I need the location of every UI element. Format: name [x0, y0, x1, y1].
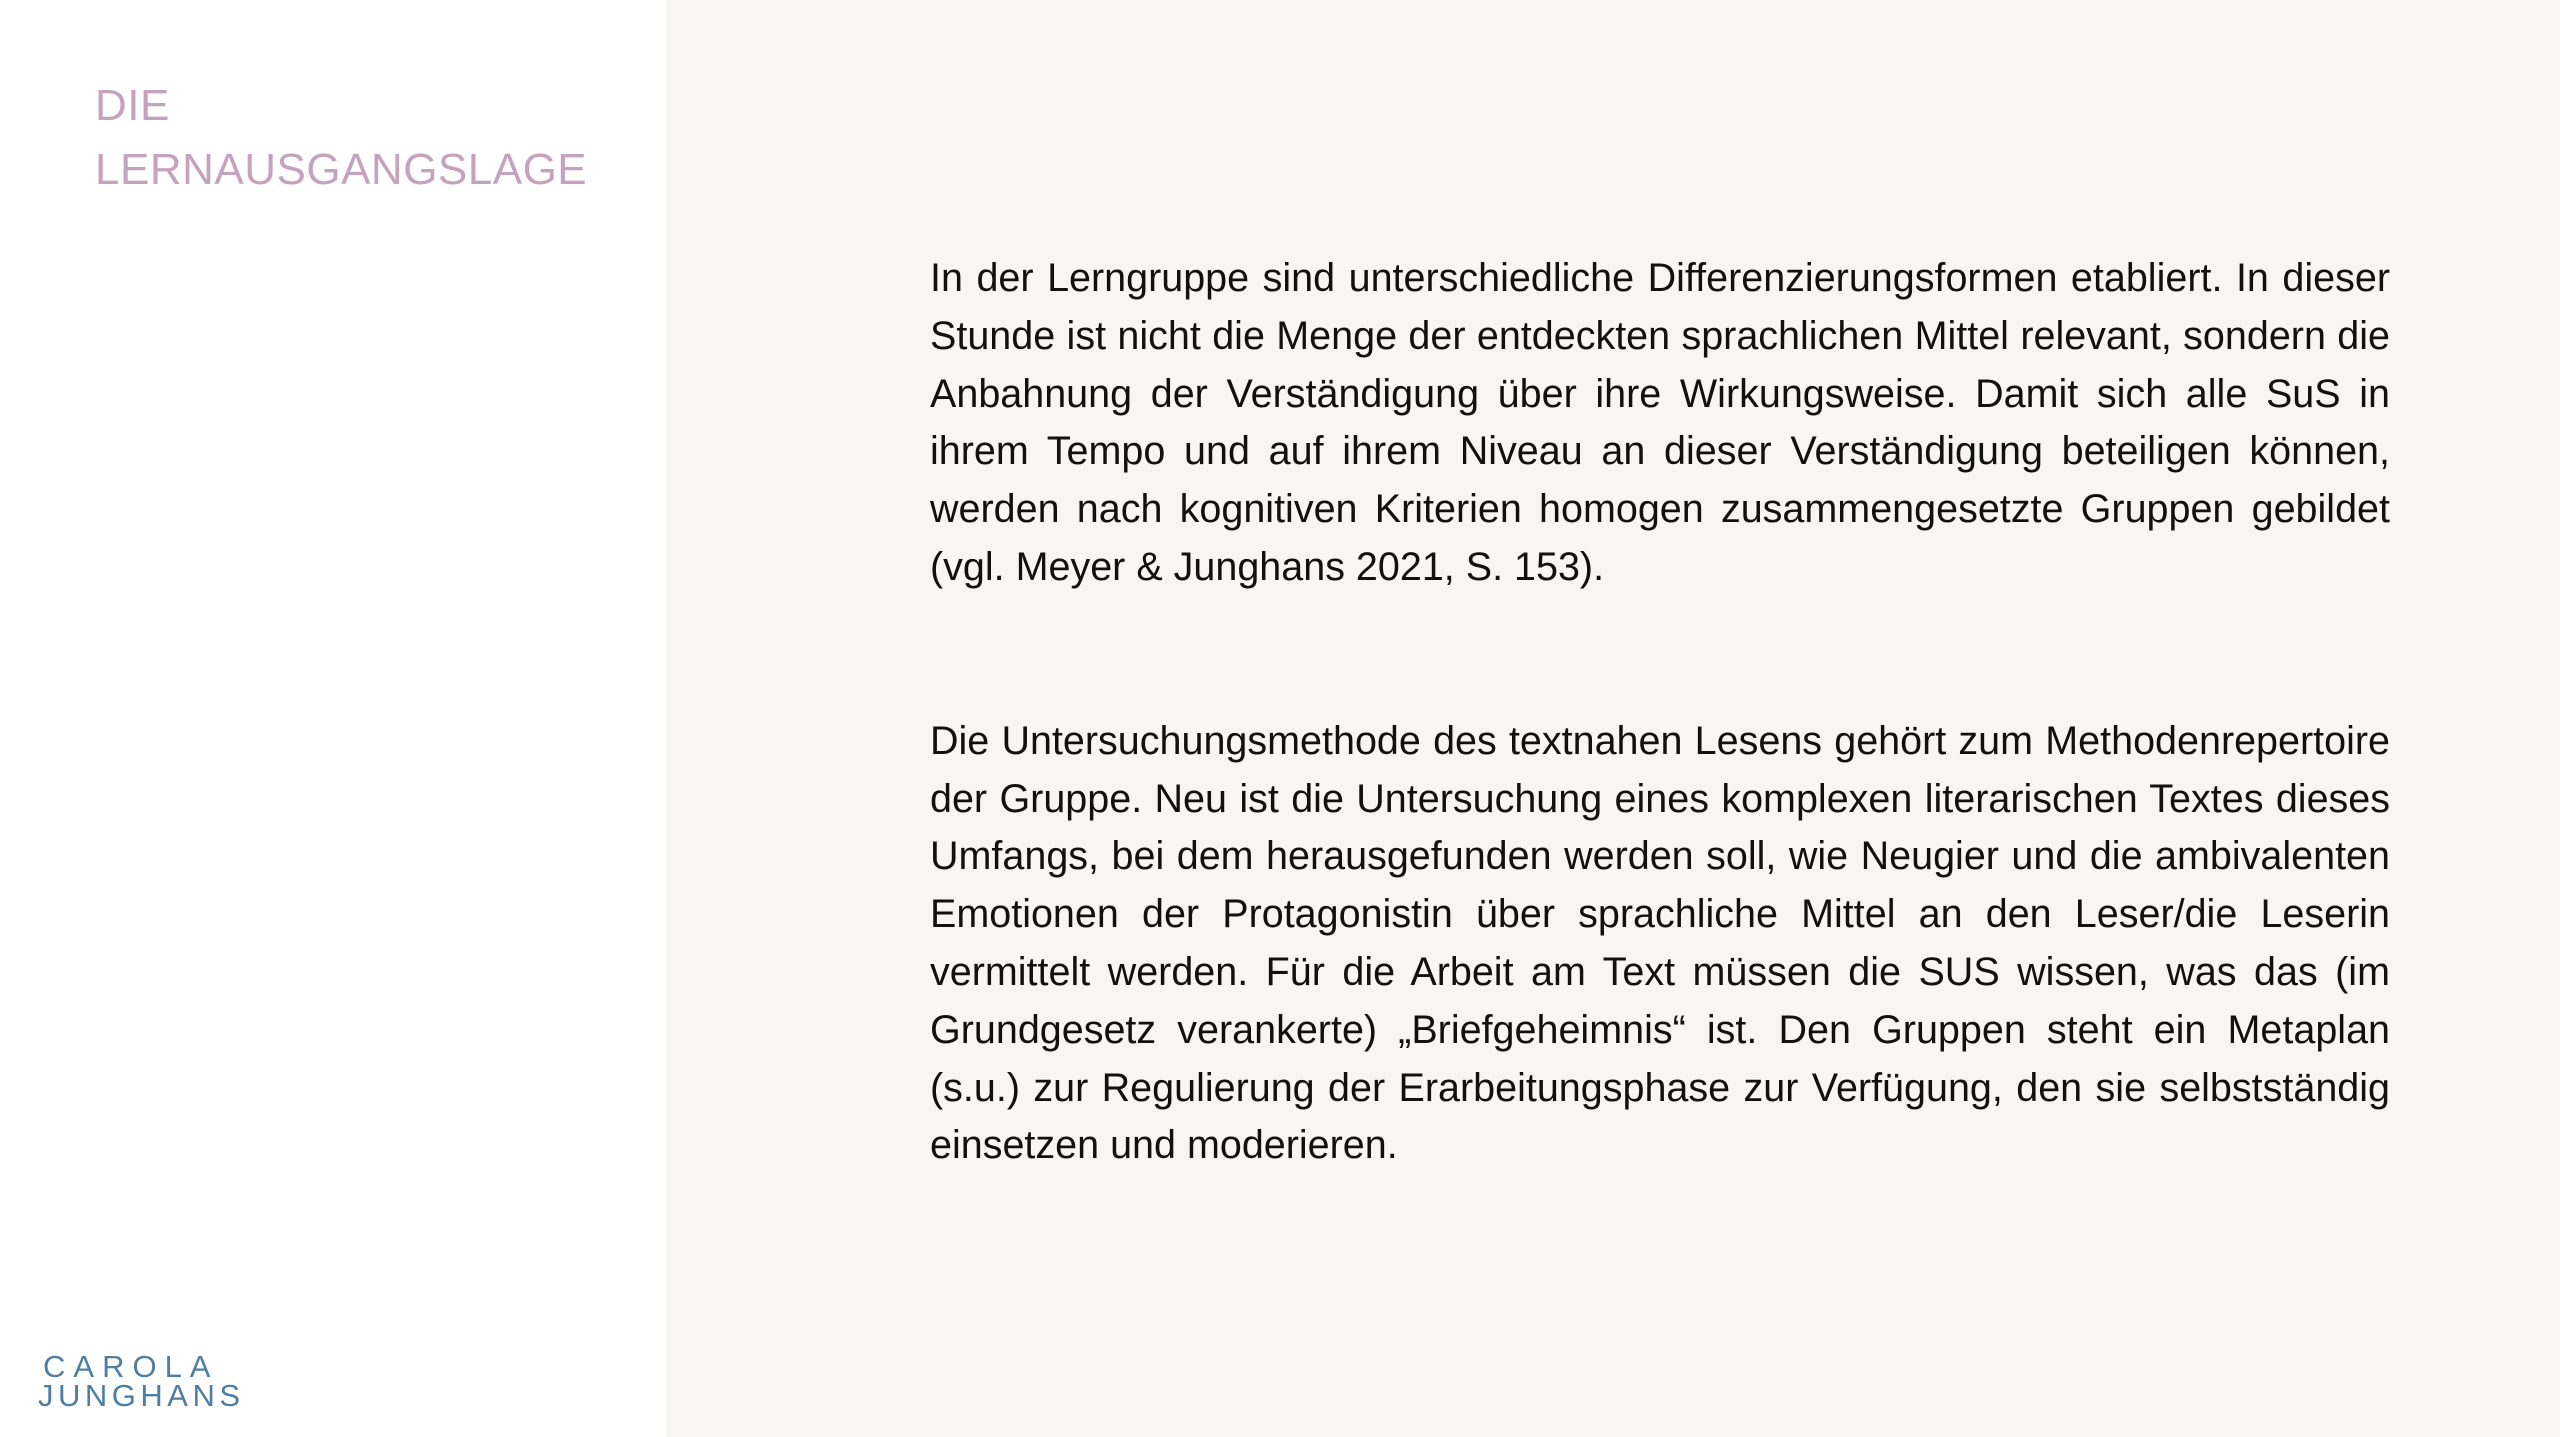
logo-last-name: JUNGHANS	[38, 1378, 245, 1413]
author-logo	[38, 1349, 245, 1413]
body-text	[930, 250, 2390, 1175]
paragraph-method: Die Untersuchungsmethode des textnahen Lesens gehört zum Methodenrepertoire der Gruppe. Neu ist die Untersuchung eines komplexen literarischen Textes dieses Umfangs, bei dem herausgefunden werden soll, wie Neugier und die ambivalenten Emotionen der Protagonistin über sprachliche Mittel an den Leser/die Leserin vermittelt werden. Für die Arbeit am Text müssen die SUS wissen, was das (im Grundgesetz verankerte) „Briefgeheimnis“ ist. Den Gruppen steht ein Metaplan (s.u.) zur Regulierung der Erarbeitungsphase zur Verfügung, den sie selbstständig einsetzen und moderieren.	[930, 718, 2390, 1168]
left-sidebar	[0, 0, 666, 1437]
paragraph-differentiation: In der Lerngruppe sind unterschiedliche Differenzierungsformen etabliert. In dieser Stunde ist nicht die Menge der entdeckten sprachlichen Mittel relevant, sondern die Anbahnung der Verständigung über ihre Wirkungsweise. Damit sich alle SuS in ihrem Tempo und auf ihrem Niveau an dieser Verständigung beteiligen können, werden nach kognitiven Kriterien homogen zusammengesetzte Gruppen gebildet (vgl. Meyer & Junghans 2021, S. 153).	[930, 256, 2390, 589]
slide-title-line-1: DIE	[95, 81, 170, 130]
logo-first-name: CAROLA	[43, 1349, 219, 1384]
slide-title-line-2: LERNAUSGANGSLAGE	[95, 145, 588, 194]
slide-title	[95, 74, 615, 202]
